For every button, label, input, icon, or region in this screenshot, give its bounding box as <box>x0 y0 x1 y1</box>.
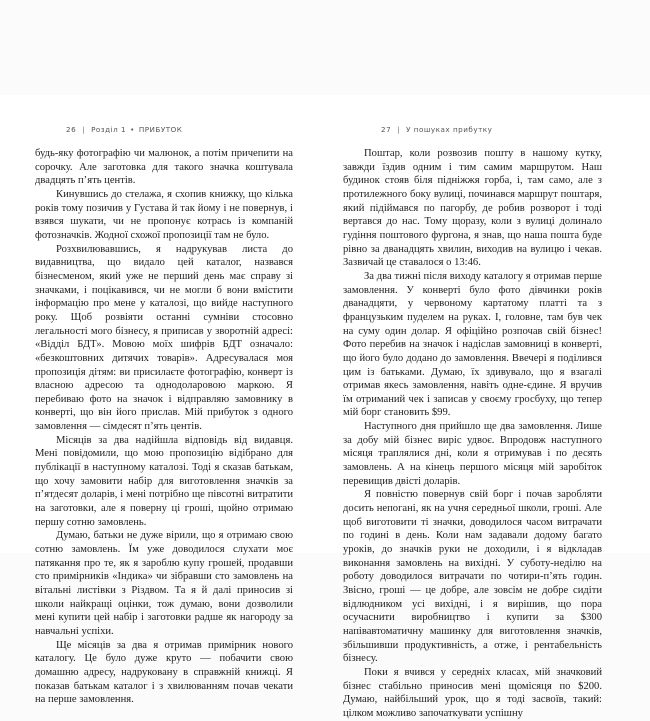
page-number: 27 <box>381 125 392 134</box>
paragraph: Наступного дня прийшло ще два замовлення. Лише за добу мій бізнес виріс удвоє. Впродовж наступного місяця траплялися дні, коли я отримував і по десять замовлень. А на кінець першого місяця мій заробіток перевищив двісті доларів. <box>343 421 602 487</box>
page-number: 26 <box>66 125 77 134</box>
paragraph: Поштар, коли розвозив пошту в нашому кутку, завжди їздив одним і тим самим маршрутом. Наш будинок стояв біля підніжжя горба, і, там само, але з протилежного боку вулиці, починався маршрут поштаря, який підіймався по пагорбу, де робив розворот і тоді вертався до нас. Тому щоразу, коли з вулиці долинало гудіння поштового фургона, я знав, що наша пошта буде рівно за дванадцять хвилин, виходив на вулицю і чекав. Зазвичай це ставалося о 13:46. <box>343 148 602 269</box>
chapter-title: У пошуках прибутку <box>406 125 493 134</box>
right-page <box>325 95 650 719</box>
book-spread <box>0 95 650 719</box>
paragraph: Ще місяців за два я отримав примірник нового каталогу. Це було дуже круто — побачити свою домашню адресу, надруковану в справжній книжці. Я показав батькам каталог і з хвилюванням почав чекати на перше замовлення. <box>35 639 293 706</box>
separator: | <box>82 125 86 134</box>
right-body-text <box>343 147 602 721</box>
paragraph: Розхвилювавшись, я надрукував листа до видавництва, що видало цей каталог, назвався бізнесменом, який уже не перший день має справу зі значками, і поцікавився, чи не могли б вони вмістити інформацію про мене у каталозі, що вийде наступного року. Щоб розвіяти останні сумніви стосовно легальності мого бізнесу, я приписав у зворотній адресі: «Відділ БДТ». Мовою моїх шифрів БДТ означало: «безкоштовних дитячих товарів». Адресувалася моя пропозиція дітям: ви присилаєте фотографію, конверт із власною адресою та однодоларовою маркою. Я перебиваю фото на значок і відправляю замовнику в конверті, що він його прислав. Мій прибуток з одного замовлення — сімдесят п’ять центів. <box>35 243 293 433</box>
paragraph: За два тижні після виходу каталогу я отримав перше замовлення. У конверті було фото дівчинки років дванадцяти, у червоному картатому платті та з французьким пуделем на руках. І, головне, там був чек на суму один долар. Я офіційно розпочав свій бізнес! Фото перебив на значок і надіслав замовниці в конверті, що його було додано до замовлення. Ввечері я поділився цим із батьками. Думаю, їх здивувало, що я взагалі отримав якесь замовлення, навіть одне-єдине. Я вручив їм отриманий чек і записав у своєму гросбуху, що тепер мій борг становить $99. <box>343 270 602 419</box>
paragraph: Кинувшись до стелажа, я схопив книжку, що кілька років тому позичив у Густава й так йому і не повернув, і взявся шукати, чи не пропонує котрась із компаній фотозначків. Жодної схожої пропозиції там не було. <box>35 188 293 241</box>
section-label: Розділ 1 <box>91 125 127 134</box>
paragraph: Я повністю повернув свій борг і почав заробляти досить непогані, як на учня середньої школи, гроші. Але щоб виготовити ті значки, доводилося часом витрачати по годині в день. Коли нам задавали додому багато уроків, до значків руки не доходили, і я відкладав виконання замовлень на вихідні. У суботу-неділю на роботу доводилося витрачати по чотири-п’ять годин. Звісно, гроші — це добре, але зовсім не добре сидіти відлюдником усі вихідні, і я вирішив, що пора осучаснити виробництво і купити за $300 напівавтоматичну машинку для виготовлення значків, збільшивши продуктивність, а отже, і рентабельність бізнесу. <box>343 489 602 665</box>
paragraph: Місяців за два надійшла відповідь від видавця. Мені повідомили, що мою пропозицію відібрано для публікації в наступному каталозі. Тоді я сказав батькам, що хочу замовити набір для виготовлення значків за п’ятдесят доларів, і мені потрібно ще півсотні витратити на заготовки, але я поверну ці гроші, щойно отримаю першу сотню замовлень. <box>35 434 293 528</box>
left-running-head <box>66 125 182 134</box>
paragraph: Поки я вчився у середніх класах, мій значковий бізнес стабільно приносив мені щомісяця по $200. Думаю, найбільший урок, що я тоді засвоїв, такий: цілком можливо започаткувати успішну <box>343 666 602 719</box>
left-page <box>0 95 325 706</box>
paragraph: Думаю, батьки не дуже вірили, що я отримаю свою сотню замовлень. Їм уже доводилося слухати моє патякання про те, як я зароблю купу грошей, продавши сто примірників «Індика» чи зібравши сто замовлень на вітальні листівки з Різдвом. Та я й далі приносив зі школи найкращі оцінки, тож думаю, вони дозволили мені купити цей набір і заготовки радше як нагороду за навчальні успіхи. <box>35 530 293 637</box>
bullet-separator: • <box>130 125 135 134</box>
paragraph: будь-яку фотографію чи малюнок, а потім причепити на сорочку. Але заготовка для такого значка коштувала двадцять п’ять центів. <box>35 148 293 187</box>
separator: | <box>397 125 401 134</box>
right-running-head <box>381 125 492 134</box>
left-body-text <box>35 147 293 707</box>
chapter-title: ПРИБУТОК <box>138 125 183 134</box>
